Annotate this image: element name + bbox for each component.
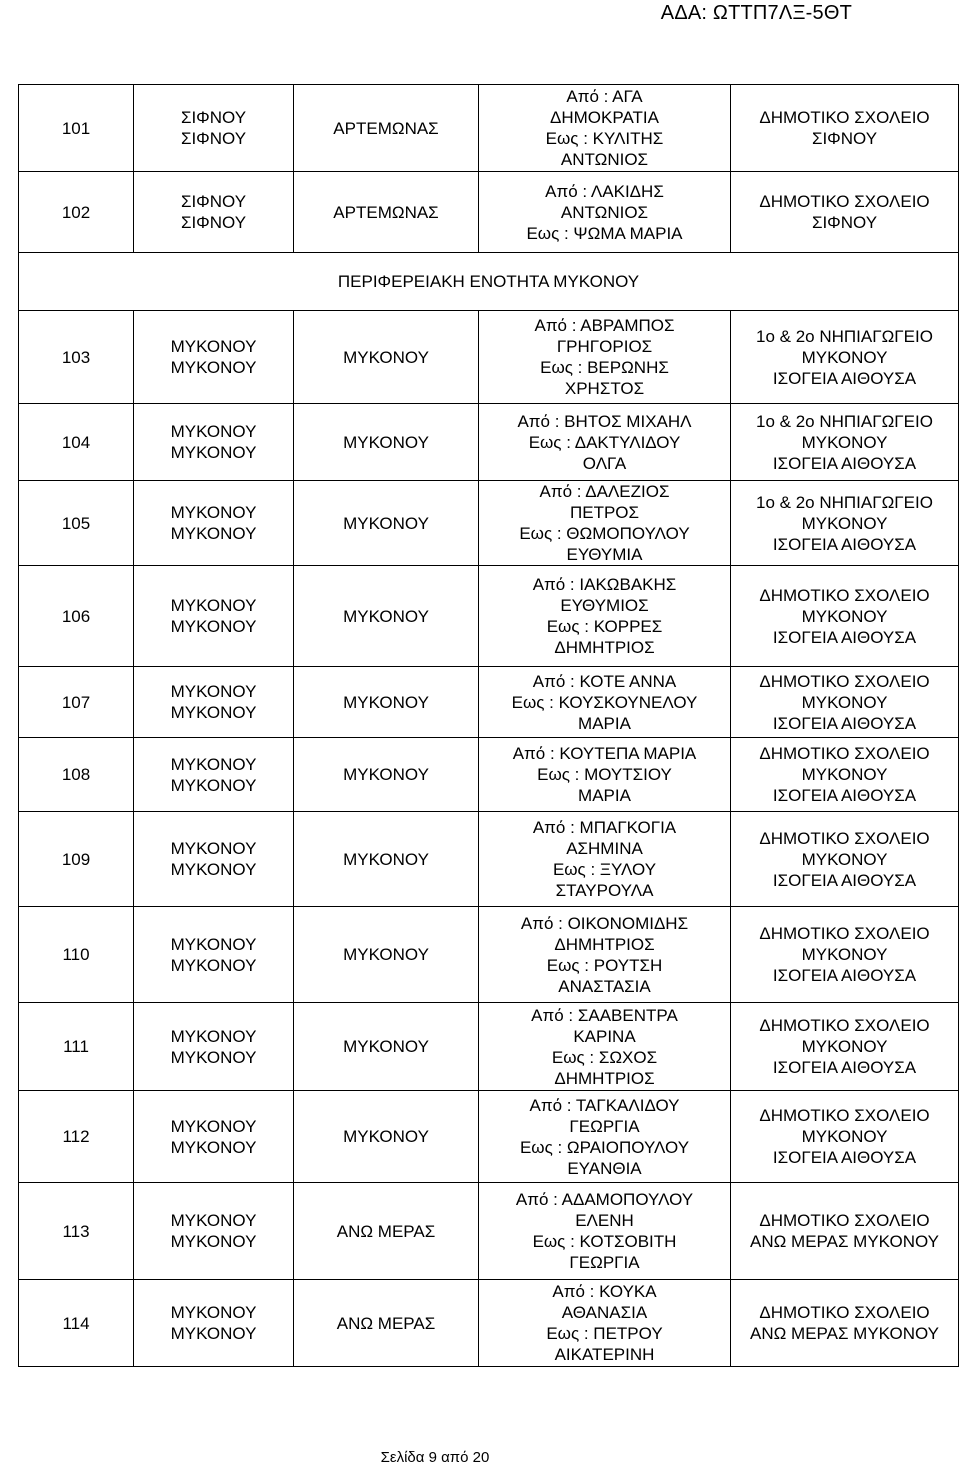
area-cell [134,1003,294,1091]
place-cell: ΜΥΚΟΝΟΥ [294,566,479,667]
row-number: 113 [19,1183,134,1280]
place-cell: ΜΥΚΟΝΟΥ [294,667,479,738]
table-row [19,172,959,253]
area-cell-line: ΣΙΦΝΟΥ [180,108,247,127]
section-title: ΠΕΡΙΦΕΡΕΙΑΚΗ ΕΝΟΤΗΤΑ ΜΥΚΟΝΟΥ [19,253,959,311]
surname-range-cell [479,812,731,907]
venue-cell [731,172,959,253]
table-body-top [19,85,959,253]
place-cell: ΜΥΚΟΝΟΥ [294,481,479,566]
surname-range-cell-line: Εως : ΩΡΑΙΟΠΟΥΛΟΥ [519,1137,690,1157]
venue-cell-line: ΔΗΜΟΤΙΚΟ ΣΧΟΛΕΙΟ [759,924,930,943]
table-row [19,481,959,566]
table-row [19,1280,959,1367]
area-cell-line: ΜΥΚΟΝΟΥ [170,422,257,441]
surname-range-cell [479,311,731,404]
surname-range-cell-line: Εως : ΔΑΚΤΥΛΙΔΟΥ [528,432,681,452]
venue-cell [731,812,959,907]
venue-cell-line: ΔΗΜΟΤΙΚΟ ΣΧΟΛΕΙΟ [759,192,930,211]
area-cell-line: ΜΥΚΟΝΟΥ [170,358,257,377]
row-number: 106 [19,566,134,667]
row-number: 104 [19,404,134,481]
surname-range-cell-line: ΑΝΤΩΝΙΟΣ [560,202,649,222]
surname-range-cell-line: ΔΗΜΗΤΡΙΟΣ [554,1068,655,1088]
venue-cell [731,1280,959,1367]
venue-cell-line: 1ο & 2ο ΝΗΠΙΑΓΩΓΕΙΟ [756,492,933,512]
surname-range-cell-line: Εως : ΚΟΡΡΕΣ [546,617,663,636]
surname-range-cell-line: Από : ΚΟΥΤΕΠΑ ΜΑΡΙΑ [512,744,697,763]
polling-stations-table [18,84,959,1367]
venue-cell [731,738,959,812]
surname-range-cell-line: ΑΣΗΜΙΝΑ [566,839,643,858]
surname-range-cell-line: Εως : ΚΟΥΣΚΟΥΝΕΛΟΥ [511,692,698,712]
surname-range-cell-line: ΑΙΚΑΤΕΡΙΝΗ [554,1345,655,1364]
area-cell [134,738,294,812]
row-number: 114 [19,1280,134,1367]
area-cell-line: ΜΥΚΟΝΟΥ [170,1232,257,1251]
table-body-bottom [19,311,959,1367]
section-row-group [19,253,959,311]
surname-range-cell-line: Από : ΤΑΓΚΑΛΙΔΟΥ [529,1095,680,1115]
table-row [19,738,959,812]
surname-range-cell [479,85,731,172]
venue-cell [731,481,959,566]
surname-range-cell-line: Από : ΒΗΤΟΣ ΜΙΧΑΗΛ [517,411,692,431]
surname-range-cell-line: Από : ΙΑΚΩΒΑΚΗΣ [532,575,677,594]
venue-cell-line: ΙΣΟΓΕΙΑ ΑΙΘΟΥΣΑ [772,786,917,805]
surname-range-cell [479,481,731,566]
surname-range-cell-line: Από : ΑΔΑΜΟΠΟΥΛΟΥ [515,1190,694,1209]
row-number: 102 [19,172,134,253]
surname-range-cell-line: ΜΑΡΙΑ [578,713,631,733]
venue-cell-line: ΙΣΟΓΕΙΑ ΑΙΘΟΥΣΑ [772,453,917,473]
venue-cell-line: ΙΣΟΓΕΙΑ ΑΙΘΟΥΣΑ [772,534,917,554]
venue-cell [731,667,959,738]
surname-range-cell-line: Εως : ΣΩΧΟΣ [551,1047,658,1067]
place-cell: ΑΡΤΕΜΩΝΑΣ [294,172,479,253]
table-row [19,1183,959,1280]
venue-cell-line: ΙΣΟΓΕΙΑ ΑΙΘΟΥΣΑ [772,713,917,733]
surname-range-cell [479,1091,731,1183]
table-row [19,1003,959,1091]
area-cell-line: ΜΥΚΟΝΟΥ [170,1137,257,1157]
surname-range-cell-line: ΠΕΤΡΟΣ [569,503,640,522]
row-number: 112 [19,1091,134,1183]
row-number: 107 [19,667,134,738]
area-cell-line: ΣΙΦΝΟΥ [180,129,247,148]
venue-cell-line: ΔΗΜΟΤΙΚΟ ΣΧΟΛΕΙΟ [759,744,930,763]
area-cell [134,1183,294,1280]
venue-cell-line: ΑΝΩ ΜΕΡΑΣ ΜΥΚΟΝΟΥ [749,1232,940,1251]
venue-cell [731,311,959,404]
table-row [19,1091,959,1183]
venue-cell-line: ΔΗΜΟΤΙΚΟ ΣΧΟΛΕΙΟ [759,671,930,691]
venue-cell-line: ΙΣΟΓΕΙΑ ΑΙΘΟΥΣΑ [772,627,917,647]
table-row [19,566,959,667]
area-cell-line: ΣΙΦΝΟΥ [180,192,247,211]
area-cell-line: ΜΥΚΟΝΟΥ [170,703,257,722]
surname-range-cell [479,1003,731,1091]
venue-cell-line: ΔΗΜΟΤΙΚΟ ΣΧΟΛΕΙΟ [759,1016,930,1035]
surname-range-cell-line: Εως : ΚΟΤΣΟΒΙΤΗ [532,1232,677,1251]
venue-cell-line: ΜΥΚΟΝΟΥ [801,347,888,367]
venue-cell [731,907,959,1003]
venue-cell-line: ΙΣΟΓΕΙΑ ΑΙΘΟΥΣΑ [772,870,917,890]
area-cell-line: ΜΥΚΟΝΟΥ [170,617,257,636]
surname-range-cell-line: ΚΑΡΙΝΑ [573,1026,636,1046]
area-cell-line: ΜΥΚΟΝΟΥ [170,754,257,774]
area-cell [134,1280,294,1367]
surname-range-cell-line: ΕΥΑΝΘΙΑ [567,1158,642,1178]
venue-cell [731,404,959,481]
row-number: 101 [19,85,134,172]
area-cell-line: ΜΥΚΟΝΟΥ [170,524,257,543]
surname-range-cell-line: Από : ΔΑΛΕΖΙΟΣ [539,482,670,501]
surname-range-cell-line: ΔΗΜΗΤΡΙΟΣ [554,638,655,657]
venue-cell-line: ΙΣΟΓΕΙΑ ΑΙΘΟΥΣΑ [772,966,917,985]
table-row [19,907,959,1003]
surname-range-cell-line: Εως : ΡΟΥΤΣΗ [546,955,663,975]
surname-range-cell-line: Εως : ΘΩΜΟΠΟΥΛΟΥ [519,524,690,543]
row-number: 110 [19,907,134,1003]
surname-range-cell-line: ΑΘΑΝΑΣΙΑ [561,1303,648,1322]
venue-cell-line: ΔΗΜΟΤΙΚΟ ΣΧΟΛΕΙΟ [759,108,930,127]
surname-range-cell-line: Από : ΣΑΑΒΕΝΤΡΑ [531,1005,678,1025]
area-cell-line: ΜΥΚΟΝΟΥ [170,503,257,522]
venue-cell-line: ΙΣΟΓΕΙΑ ΑΙΘΟΥΣΑ [772,1058,917,1077]
surname-range-cell-line: Από : ΟΙΚΟΝΟΜΙΔΗΣ [520,913,689,933]
venue-cell-line: ΑΝΩ ΜΕΡΑΣ ΜΥΚΟΝΟΥ [749,1324,940,1343]
place-cell: ΜΥΚΟΝΟΥ [294,311,479,404]
surname-range-cell-line: Εως : ΨΩΜΑ ΜΑΡΙΑ [526,223,683,243]
area-cell-line: ΜΥΚΟΝΟΥ [170,1047,257,1067]
surname-range-cell-line: Εως : ΞΥΛΟΥ [552,860,657,879]
page-number: Σελίδα 9 από 20 [380,1449,490,1466]
surname-range-cell-line: ΓΕΩΡΓΙΑ [569,1253,640,1272]
surname-range-cell-line: ΔΗΜΟΚΡΑΤΙΑ [550,108,659,127]
surname-range-cell-line: ΓΡΗΓΟΡΙΟΣ [556,337,653,356]
section-row [19,253,959,311]
venue-cell-line: ΜΥΚΟΝΟΥ [801,513,888,533]
area-cell [134,1091,294,1183]
venue-cell [731,1183,959,1280]
surname-range-cell-line: ΓΕΩΡΓΙΑ [569,1116,640,1136]
venue-cell-line: ΜΥΚΟΝΟΥ [801,1127,888,1146]
area-cell-line: ΜΥΚΟΝΟΥ [170,839,257,858]
area-cell-line: ΜΥΚΟΝΟΥ [170,1303,257,1322]
venue-cell [731,566,959,667]
venue-cell-line: ΔΗΜΟΤΙΚΟ ΣΧΟΛΕΙΟ [759,828,930,848]
area-cell-line: ΜΥΚΟΝΟΥ [170,934,257,954]
venue-cell [731,85,959,172]
surname-range-cell-line: Από : ΚΟΤΕ ΑΝΝΑ [532,671,677,691]
area-cell [134,404,294,481]
area-cell-line: ΜΥΚΟΝΟΥ [170,1026,257,1046]
venue-cell-line: ΔΗΜΟΤΙΚΟ ΣΧΟΛΕΙΟ [759,585,930,605]
venue-cell-line: ΙΣΟΓΕΙΑ ΑΙΘΟΥΣΑ [772,1148,917,1167]
venue-cell-line: ΜΥΚΟΝΟΥ [801,945,888,964]
venue-cell-line: 1ο & 2ο ΝΗΠΙΑΓΩΓΕΙΟ [756,411,933,431]
venue-cell [731,1091,959,1183]
surname-range-cell-line: Εως : ΠΕΤΡΟΥ [546,1324,663,1343]
venue-cell-line: ΜΥΚΟΝΟΥ [801,849,888,869]
area-cell-line: ΜΥΚΟΝΟΥ [170,860,257,879]
surname-range-cell [479,566,731,667]
table-row [19,85,959,172]
area-cell [134,667,294,738]
place-cell: ΜΥΚΟΝΟΥ [294,1003,479,1091]
surname-range-cell [479,172,731,253]
table-row [19,311,959,404]
surname-range-cell-line: ΕΥΘΥΜΙΟΣ [560,596,649,615]
surname-range-cell-line: Από : ΜΠΑΓΚΟΓΙΑ [532,818,677,837]
surname-range-cell-line: ΑΝΑΣΤΑΣΙΑ [558,976,651,996]
table-row [19,667,959,738]
surname-range-cell-line: Από : ΛΑΚΙΔΗΣ [545,181,664,201]
venue-cell [731,1003,959,1091]
area-cell [134,85,294,172]
surname-range-cell [479,1183,731,1280]
place-cell: ΑΡΤΕΜΩΝΑΣ [294,85,479,172]
area-cell [134,172,294,253]
surname-range-cell [479,1280,731,1367]
area-cell-line: ΜΥΚΟΝΟΥ [170,337,257,356]
venue-cell-line: 1ο & 2ο ΝΗΠΙΑΓΩΓΕΙΟ [756,326,933,346]
surname-range-cell-line: ΣΤΑΥΡΟΥΛΑ [555,881,654,900]
venue-cell-line: ΙΣΟΓΕΙΑ ΑΙΘΟΥΣΑ [772,368,917,388]
venue-cell-line: ΜΥΚΟΝΟΥ [801,765,888,784]
venue-cell-line: ΣΙΦΝΟΥ [811,213,878,232]
surname-range-cell-line: Εως : ΜΟΥΤΣΙΟΥ [537,765,672,784]
row-number: 103 [19,311,134,404]
row-number: 108 [19,738,134,812]
table-row [19,404,959,481]
area-cell-line: ΜΥΚΟΝΟΥ [170,775,257,795]
surname-range-cell [479,738,731,812]
place-cell: ΜΥΚΟΝΟΥ [294,738,479,812]
table-row [19,812,959,907]
area-cell [134,907,294,1003]
surname-range-cell-line: ΕΛΕΝΗ [575,1211,634,1230]
area-cell-line: ΜΥΚΟΝΟΥ [170,1324,257,1343]
venue-cell-line: ΣΙΦΝΟΥ [811,129,878,148]
surname-range-cell-line: ΑΝΤΩΝΙΟΣ [560,150,649,169]
surname-range-cell-line: ΔΗΜΗΤΡΙΟΣ [554,934,655,954]
row-number: 109 [19,812,134,907]
area-cell-line: ΜΥΚΟΝΟΥ [170,443,257,462]
surname-range-cell-line: Εως : ΚΥΛΙΤΗΣ [545,129,664,148]
surname-range-cell [479,667,731,738]
area-cell-line: ΜΥΚΟΝΟΥ [170,596,257,615]
area-cell-line: ΜΥΚΟΝΟΥ [170,682,257,701]
surname-range-cell [479,907,731,1003]
surname-range-cell-line: ΕΥΘΥΜΙΑ [566,545,643,564]
area-cell-line: ΜΥΚΟΝΟΥ [170,1211,257,1230]
venue-cell-line: ΔΗΜΟΤΙΚΟ ΣΧΟΛΕΙΟ [759,1106,930,1125]
surname-range-cell-line: ΜΑΡΙΑ [578,786,631,805]
place-cell: ΑΝΩ ΜΕΡΑΣ [294,1183,479,1280]
ada-code: ΑΔΑ: ΩΤΤΠ7ΛΞ-5ΘΤ [660,2,852,24]
venue-cell-line: ΜΥΚΟΝΟΥ [801,1037,888,1056]
row-number: 105 [19,481,134,566]
area-cell [134,481,294,566]
surname-range-cell-line: Εως : ΒΕΡΩΝΗΣ [540,358,669,377]
place-cell: ΑΝΩ ΜΕΡΑΣ [294,1280,479,1367]
surname-range-cell [479,404,731,481]
place-cell: ΜΥΚΟΝΟΥ [294,907,479,1003]
area-cell [134,812,294,907]
venue-cell-line: ΔΗΜΟΤΙΚΟ ΣΧΟΛΕΙΟ [759,1211,930,1230]
area-cell [134,566,294,667]
area-cell-line: ΣΙΦΝΟΥ [180,213,247,232]
place-cell: ΜΥΚΟΝΟΥ [294,812,479,907]
surname-range-cell-line: Από : ΑΒΡΑΜΠΟΣ [534,316,675,335]
area-cell [134,311,294,404]
place-cell: ΜΥΚΟΝΟΥ [294,404,479,481]
area-cell-line: ΜΥΚΟΝΟΥ [170,955,257,975]
surname-range-cell-line: ΟΛΓΑ [582,453,627,473]
area-cell-line: ΜΥΚΟΝΟΥ [170,1116,257,1136]
venue-cell-line: ΜΥΚΟΝΟΥ [801,432,888,452]
place-cell: ΜΥΚΟΝΟΥ [294,1091,479,1183]
venue-cell-line: ΜΥΚΟΝΟΥ [801,606,888,626]
row-number: 111 [19,1003,134,1091]
surname-range-cell-line: Από : ΑΓΑ [566,87,643,106]
venue-cell-line: ΜΥΚΟΝΟΥ [801,692,888,712]
surname-range-cell-line: ΧΡΗΣΤΟΣ [564,379,645,398]
surname-range-cell-line: Από : ΚΟΥΚΑ [552,1282,657,1301]
venue-cell-line: ΔΗΜΟΤΙΚΟ ΣΧΟΛΕΙΟ [759,1303,930,1322]
